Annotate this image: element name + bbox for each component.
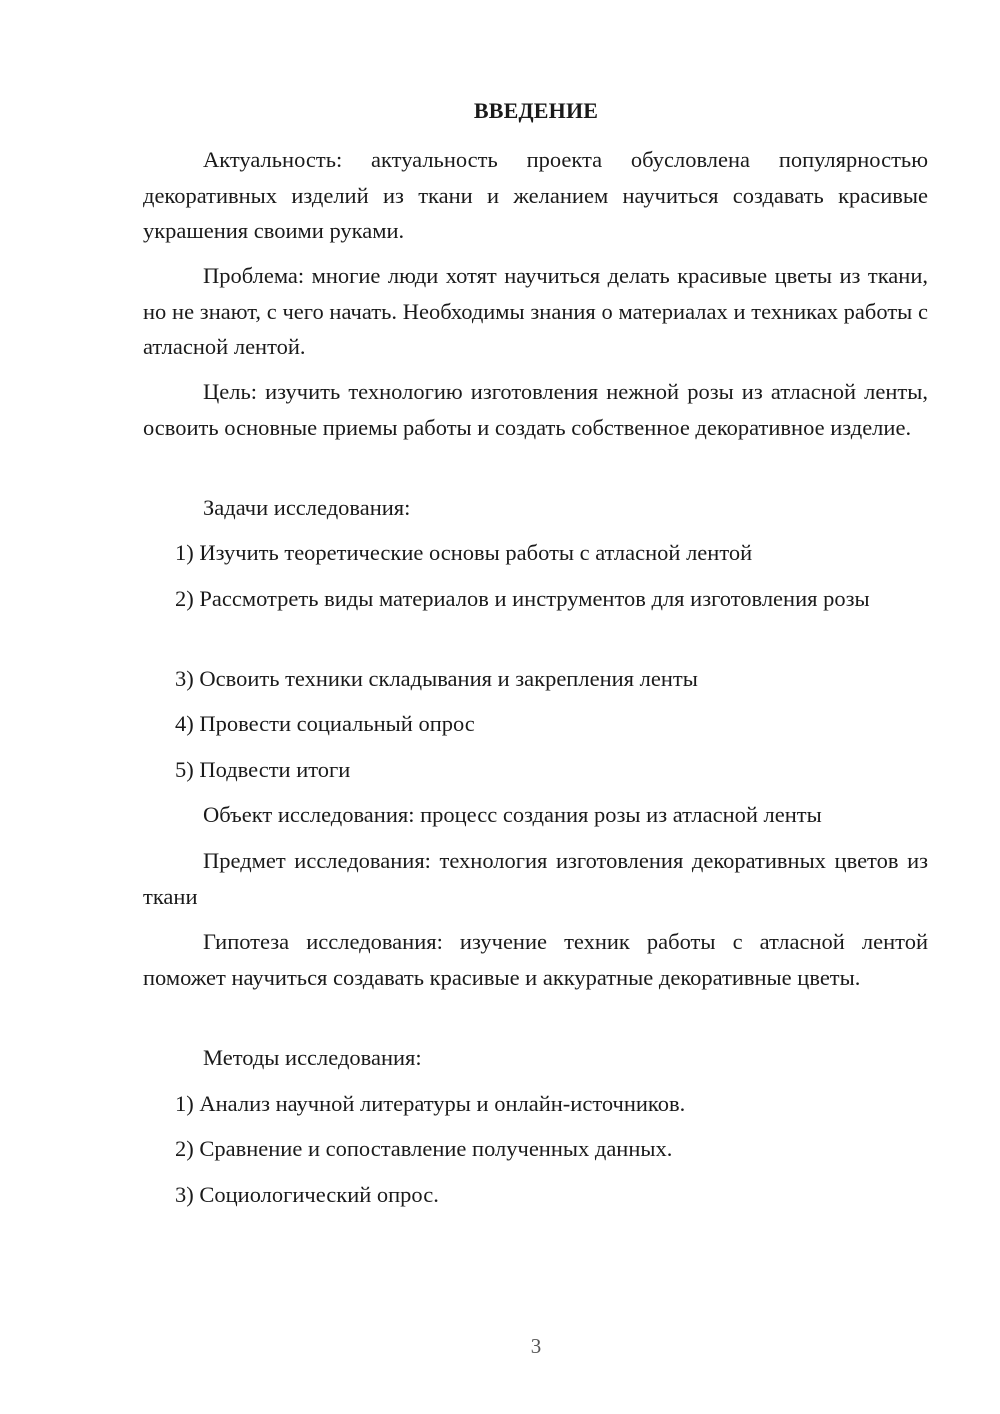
task-item-4: 4) Провести социальный опрос [175,711,475,736]
page-number: 3 [530,1334,542,1358]
object-paragraph: Объект исследования: процесс создания розы из атласной ленты [203,802,822,827]
methods-title: Методы исследования: [203,1045,422,1070]
problem-paragraph: Проблема: многие люди хотят научиться делать красивые цветы из ткани, но не знают, с чего начать. Необходимы знания о материалах и техниках работы с атласной лентой. [143,263,928,359]
task-item-3: 3) Освоить техники складывания и закрепления ленты [175,666,698,691]
task-item-1: 1) Изучить теоретические основы работы с атласной лентой [175,540,753,565]
goal-paragraph: Цель: изучить технологию изготовления нежной розы из атласной ленты, освоить основные приемы работы и создать собственное декоративное изделие. [143,379,928,440]
method-item-1: 1) Анализ научной литературы и онлайн-источников. [175,1091,686,1116]
task-item-5: 5) Подвести итоги [175,757,351,782]
task-item-2: 2) Рассмотреть виды материалов и инструментов для изготовления розы [175,586,870,611]
hypothesis-paragraph: Гипотеза исследования: изучение техник работы с атласной лентой поможет научиться создавать красивые и аккуратные декоративные цветы. [143,929,928,990]
page-heading: ВВЕДЕНИЕ [473,98,599,123]
tasks-title: Задачи исследования: [203,495,411,520]
subject-paragraph: Предмет исследования: технология изготовления декоративных цветов из ткани [143,848,928,909]
method-item-3: 3) Социологический опрос. [175,1182,439,1207]
relevance-paragraph: Актуальность: актуальность проекта обусловлена популярностью декоративных изделий из ткани и желанием научиться создавать красивые украшения своими руками. [143,147,928,243]
method-item-2: 2) Сравнение и сопоставление полученных данных. [175,1136,673,1161]
